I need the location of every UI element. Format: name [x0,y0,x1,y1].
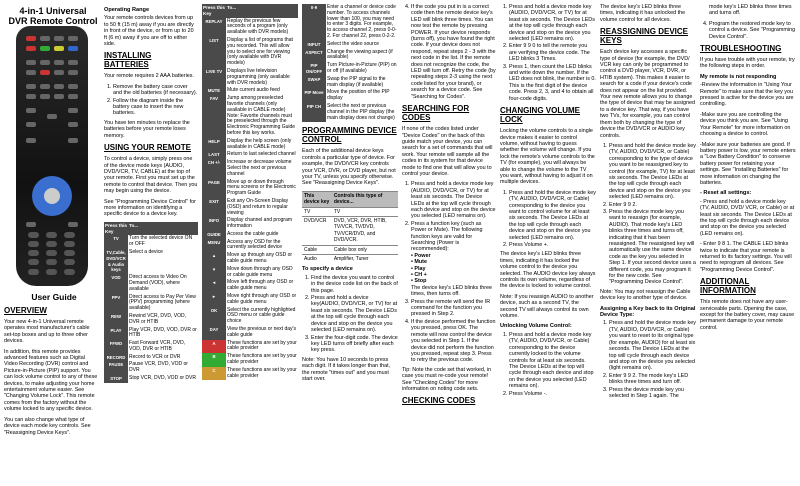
key-cell: ◄ [202,279,226,293]
search-key-list [411,253,496,285]
vol-button-illus [26,122,36,127]
action-cell: Access the cable guide [227,230,279,237]
key-cell: PPV [104,294,128,313]
search-step: 3. Press the remote will send the IR command for the function you pressed in Step 2. [411,299,496,318]
column-7 [600,4,696,402]
action-cell: These functions are set by your cable provider [227,339,297,352]
key-cell: C [202,367,226,381]
key-cell: EXIT [202,198,226,217]
device-col-header: This device key [302,191,332,207]
install-note: You have ten minutes to replace the batteries before your remote loses memory. [104,119,190,139]
table-row [202,95,298,138]
ch-button-illus [68,122,78,127]
column-8 [700,4,796,335]
key-cell: ▲ [202,252,226,266]
type-cell: Cable box only [332,245,398,254]
transport-button-illus [54,70,64,75]
table-row [202,151,298,159]
action-col-header: To... [226,4,298,18]
key-table [104,222,198,383]
install-intro: Your remote requires 2 AAA batteries. [104,73,194,80]
power-button-illus [26,36,36,41]
key-cell: SWAP [302,76,326,90]
key-cell: VOD [104,274,128,293]
action-cell: Display a list of programs that you recorded. This will allow you to select one for viewing (only available with DVR models) [227,36,293,67]
installing-batteries-heading: INSTALLING BATTERIES [104,51,152,70]
check-step: 2. Enter 9 9 0 to tell the remote you are verifying the device code. The LED blinks 3 Times. [509,43,596,62]
table-row [302,255,398,264]
troubleshooting-item: -Make sure your batteries are good. If battery power is low, your remote enters a "Low Battery Condition" to conserve battery power for retaining your settings. See "Installing Batteries" for more information on changing the batteries. [700,141,796,186]
table-row [104,235,198,249]
key-cell: INPUT [302,41,326,49]
unlock-tail: The device key's LED blinks three times, indicating it has unlocked the volume control for all devices. [600,4,686,23]
action-cell: These functions are set by your cable provider [227,366,297,379]
action-cell: Move up through any OSD or cable guide menu [227,252,293,265]
search-key-item: • Stop [411,278,427,285]
pip-button-illus [64,269,75,275]
install-steps [104,84,198,117]
tip-text: Tip: Note the code set that worked, in case you must re-code your remote! See "Checking Codes" for more information on noting code sets. [402,366,492,392]
digit-button-illus [28,250,39,256]
function-button-illus [40,94,50,99]
user-guide-label: User Guide [31,292,77,302]
search-blink-note: The device key's LED blinks three times, then turns off. [411,284,493,298]
type-cell: Amplifier, Tuner [332,255,398,264]
table-row [202,367,298,381]
action-cell: Turn Picture-in-Picture (PIP) on or off (if available) [327,62,397,74]
action-cell: Select a device [129,248,163,255]
operating-range-heading: Operating Range [104,7,150,13]
key-table [302,4,398,122]
volume-lock-step: 1. Press and hold the device mode key (TV, AUDIO, DVD/VCR, or Cable) corresponding to the device you want to control volume for at least six seconds. The Device LEDs at the top will cycle through each device and stop on the device you selected (LED remains on). [509,190,596,241]
function-button-illus [54,84,64,89]
overview-heading: OVERVIEW [4,306,47,315]
table-row [202,307,298,326]
action-cell: Swap the PIP signal to the main display (if available) [327,75,386,88]
reset-item: - Press and hold a device mode key (TV, AUDIO, DVD/ VCR, or Cable) or at least six seconds. The Device LEDs at the top will cycle through each device and stop on the device you selected (LED remains on). [700,198,795,237]
key-col-header: Press this Key [105,222,127,234]
table-row [202,179,298,198]
check-step: 3. Press 1, then count the LED blinks and write down the number. If the LED does not blink, the number is 0. This is the first digit of the device code. Press 2, 3, and 4 to obtain all four-code digits. [509,64,596,102]
menu-button-illus [68,138,78,143]
vol-button-illus [26,108,36,113]
table-row [104,274,198,293]
digit-button-illus [28,232,39,238]
action-cell: Pause VCR, DVD, VOD or DVR [129,361,188,374]
action-cell: Display the help screen (only available in CABLE mode) [227,137,292,150]
digit-button-illus [64,259,75,265]
action-cell: View the previous or next day's cable guide [227,326,296,338]
column-3 [202,4,298,380]
type-col-header: Controls this type of device... [332,191,398,207]
action-cell: Exit any On-Screen Display (OSD) and return to regular viewing [227,197,289,216]
device-cell: TV [302,207,332,216]
key-cell: REPLAY [202,18,226,37]
table-row [104,340,198,354]
digit-button-illus [64,250,75,256]
digit-button-illus [64,241,75,247]
green-button-illus [40,46,50,51]
remote-illustration [16,26,88,286]
troubleshooting-item: -Make sure you are controlling the device you think you are. See "Using Your Remote" for more information on choosing a device to control. [700,111,791,138]
key-table-header [104,222,198,236]
action-cell: Rewind VCR, DVD, VOD, DVR or HTIB [129,312,186,325]
action-cell: Move the position of the PIP display [327,89,390,102]
pip-button-illus [46,269,57,275]
unlock-step: 2. Press Volume -. [509,391,596,397]
key-cell: 0-9 [302,4,326,41]
specify-step: 4. If the code you put in is a correct code then the remote device key's LED will blink three times. You can now test the remote by pressing POWER. If your device responds (turns off), you have found the right code. If your device does not respond, repeat steps 2 - 3 with the next code in the list. If the remote does not recognize the code, the LED will turn off. Retry the code (by repeating steps 2-3 using the next code listed for your brand), or search for a device code. See "Searching for Codes". [411,4,496,100]
type-cell: TV [332,207,398,216]
table-row [302,207,398,216]
table-row [302,89,398,103]
table-row [202,138,298,152]
original-type-step: 1. Press and hold the device mode key (TV, AUDIO, DVD/VCR, or Cable) you want to reset to its original type (for example, AUDIO) for at least six seconds. The Device LEDs at the top will cycle through each device and stop on the device you selected (light remains on). [609,320,696,371]
transport-button-illus [54,60,64,65]
table-row [302,49,398,63]
key-table-header [202,4,298,18]
action-cell: Replay the previous few seconds of a program (only available with DVR models) [227,17,289,36]
action-cell: Select the next or previous channel in the PIP display (the main display does not change) [327,102,395,121]
search-step [411,221,496,298]
troubleshooting-text: If you have trouble with your remote, try the following steps in order. [700,57,795,70]
search-steps [402,181,496,363]
using-remote-heading: USING YOUR REMOTE [104,143,191,153]
function-button-illus [26,94,36,99]
transport-button-illus [26,60,36,65]
volume-lock-note: Note: If you reassign AUDIO to another device, such as a second TV, the second TV will always control its own volume. [500,293,594,320]
overview-paragraph: In addition, this remote provides advanced features such as Digital Video Recording (DVR) control and Picture-in-Picture (PIP) support. You can lock volume control to any of these devices, to make adjusting your home entertainment volume easier. See "Changing Volume Lock". This remote comes from the factory without the volume locked to any specific device. [4,348,98,413]
table-row [104,375,198,383]
action-cell: Increase or decrease volume Select the next or previous channel [227,159,292,177]
unlock-volume-heading: Unlocking Volume Control: [500,323,572,330]
device-button-illus [54,36,64,41]
troubleshooting-heading: TROUBLESHOOTING [700,44,782,54]
action-cell: Stop VCR, DVD, VOD or DVR [129,375,196,382]
reassign-note: Note: You may not reassign the Cable device key to another type of device. [600,288,691,302]
action-cell: Enter a channel or device code number. To access channels lower than 100, you may need to enter 3 digits. For example, to access channel 2, press 0-0-2. For channel 22, press 0-2-2. [327,4,397,39]
table-row [202,326,298,340]
install-step: 1. Remove the battery case cover and the old batteries (if necessary). [113,84,198,97]
key-table [202,4,298,380]
action-cell: Mute current audio feed [227,87,280,94]
table-row [302,4,398,41]
action-cell: These functions are set by your cable provider [227,353,297,366]
ch-button-illus [68,108,78,113]
guide-button-illus [26,138,36,143]
search-key-item: • Power [411,252,431,259]
action-cell: Change the viewing aspect (if available) [327,48,393,61]
key-cell: MENU [202,239,226,253]
key-cell: PIP ON/OFF [302,62,326,76]
reassign-step: 2. Enter 9 9 2. [609,202,696,208]
action-cell: Move down through any OSD or cable guide menu [227,265,293,278]
action-cell: Displays live television programming (only available with DVR models) [227,67,290,86]
device-button-illus [40,36,50,41]
searching-codes-heading: SEARCHING FOR CODES [402,104,470,123]
yellow-button-illus [54,46,64,51]
key-cell: PAGE [202,179,226,198]
column-2 [104,4,198,383]
additional-info-text: This remote does not have any user-serviceable parts. Opening the case, except for the battery cover, may cause permanent damage to your remote control. [700,299,795,331]
ok-button-illus [44,188,60,204]
table-row [302,76,398,90]
table-row [302,62,398,76]
search-step: 1. Press and hold a device mode key (AUDIO, DVD/VCR, or TV) for at least six seconds. The Device LEDs at the top will cycle through each device and stop on the device you selected (LED remains on). [411,181,496,219]
reset-item: - Enter 9 8 1. The CABLE LED blinks twice to indicate that your remote is returned to its factory settings. You will need to reprogram all devices. See "Programming Device Control". [700,241,792,273]
programming-heading: PROGRAMMING DEVICE CONTROL [302,126,397,145]
function-button-illus [40,84,50,89]
table-row [202,353,298,367]
unlock-step: 1. Press and hold a device mode key (TV, AUDIO, DVD/VCR, or Cable) corresponding to the device currently locked to the volume controls for at least six seconds. The Device LEDs at the top will cycle through each device and stop on the device you selected (LED remains on). [509,332,596,390]
unlock-steps [500,332,596,397]
table-row [202,18,298,37]
blue-button-illus [68,46,78,51]
overview-section [4,302,98,440]
action-cell: Move right through any OSD or cable guide menu [227,293,297,305]
original-type-tail: mode key's LED blinks three times and turns off. [709,4,792,17]
mute-button-illus [47,114,57,119]
using-remote-see: See "Programming Device Control" for more information on identifying a specific device to a device key. [104,198,196,218]
search-key-item: • Play [411,265,426,272]
table-row [202,340,298,354]
device-cell: Cable [302,245,332,254]
check-step: 1. Press and hold a device mode key (AUDIO, DVD/VCR, or TV) for at least six seconds. The Device LEDs at the top will cycle through each device and stop on the device you selected (LED remains on). [509,4,596,42]
transport-button-illus [68,60,78,65]
column-6 [500,4,596,400]
digit-button-illus [46,232,57,238]
overview-paragraph: Your new 4-in-1 Universal remote operates most manufacturer's cable set-top boxes and up to three other devices. [4,319,90,345]
device-table [302,191,398,264]
device-cell: Audio [302,255,332,264]
key-cell: PIP Move [302,89,326,103]
transport-button-illus [68,70,78,75]
pip-button-illus [28,269,39,275]
key-cell: MUTE [202,87,226,95]
action-cell: Fast Forward VCR, DVD, VOD, DVR or HTIB [129,340,186,352]
table-row [202,159,298,178]
table-row [104,249,198,274]
column-5 [402,4,496,409]
additional-info-heading: ADDITIONAL INFORMATION [700,277,756,296]
action-cell: Direct access to Pay Per View (PPV) programming (where available) [129,293,196,312]
key-cell: TV [104,235,128,249]
volume-lock-step: 2. Press Volume +. [509,242,596,248]
specify-step: 1. Find the device you want to control in the device code list on the back of this page. [311,275,398,294]
operating-range-text: Your remote controls devices from up to 50 ft (15 m) away if you are directly in front of the device, or from up to 20 ft (6 m) away if you are off to either side. [104,15,194,48]
record-button-illus [40,70,50,75]
key-cell: REW [104,313,128,327]
red-button-illus [26,46,36,51]
specify-device-heading: To specify a device [302,266,353,273]
volume-lock-text: Locking the volume controls to a single device makes it easier to control volume, without having to guess whether the volume will change. If you lock the remote's volume controls to the TV (for example), you will always be able to change the volume to the TV you want, without having to adjust it on multiple devices. [500,128,595,186]
table-row [202,239,298,253]
transport-button-illus [40,60,50,65]
table-row [202,37,298,68]
key-cell: PAUSE [104,361,128,375]
checking-codes-heading: CHECKING CODES [402,396,476,406]
table-row [202,266,298,280]
key-cell: FAV [202,95,226,138]
table-row [104,354,198,362]
key-cell: FFWD [104,340,128,354]
reassign-heading: REASSIGNING DEVICE KEYS [600,27,689,46]
key-cell: GUIDE [202,231,226,239]
table-row [202,231,298,239]
specify-step: 3. Enter the four-digit code. The device key LED turns off briefly after each key press. [311,335,398,354]
type-cell: DVD, VCR, DVR, HTIB, TV/VCR, TV/DVD, TV/VCR/DVD, and DVD/VCR. [332,217,398,246]
reassign-step: 3. Press the device mode key you want to reassign (for example, AUDIO). That mode key's LED blinks three times and turns off, indicating that it has been reassigned. The reassigned key will automatically use the same device code as the key you selected in Step 1. If your second device uses a different code, you may program it for the new code. See "Programming Device Control". [609,209,696,286]
digit-button-illus [28,259,39,265]
original-type-steps-continued [700,21,796,40]
table-row [302,217,398,246]
volume-lock-heading: CHANGING VOLUME LOCK [500,106,580,125]
action-cell: Display channel and program information [227,217,293,230]
original-type-step: 2. Enter 9 9 2. The mode key's LED blinks three times and turn off. [609,373,696,386]
device-button-illus [68,36,78,41]
volume-lock-steps [500,190,596,249]
key-cell: DAY [202,326,226,340]
table-row [104,327,198,341]
table-row [302,103,398,122]
action-cell: Move left through any OSD or cable guide menu [227,279,294,292]
transport-button-illus [26,70,36,75]
action-cell: Jump among preselected favorite channels (only available in CABLE mode) Note: Favorite channels must be preselected through the Electronic Programming Guide before this key works. [227,95,296,136]
action-cell: Turn the selected device ON or OFF [129,235,193,248]
install-step: 2. Follow the diagram inside the battery case to insert the new batteries. [113,98,198,117]
specify-step: 2. Press and hold a device key(AUDIO, DVD/VCR, or TV) for at least six seconds. The Device LEDs at the top will cycle through each device and stop on the device you selected (LED remains on). [311,295,398,333]
key-cell: STOP [104,375,128,383]
using-remote-text: To control a device, simply press one of the device mode keys (AUDIO, DVD/VCR, TV, CABLE) at the top of your remote. First you must set up the remote to control that device. Then you may begin using the device. [104,156,198,195]
key-cell: PLAY [104,327,128,341]
search-step-text: Press a function key (such as Power or Mute). The following function keys are valid for Searching (Power is recommended): [411,220,483,253]
check-steps [500,4,596,102]
info-button-illus [68,222,78,227]
table-row [202,68,298,87]
table-row [104,313,198,327]
reset-heading: - Reset all settings: [700,190,752,197]
overview-paragraph: You can also change what type of device each mode key controls. See "Reassigning Device Keys". [4,416,91,436]
reassign-text: Each device key accesses a specific type of device (for example, the DVD/ VCR key can only be programmed to control a DVD player, VCR, DVR, or HTIB system). This makes it easier to search for a code if your device's code does not appear on the list provided. Your new remote allows you to change the type of device that may be assigned to a device key. That way, if you have two TVs, for example, you can control them both by changing the type of device the DVD/VCR or AUDIO key controls. [600,49,695,139]
action-cell: Play VCR, DVD, VOD, DVR or HTIB [129,326,197,339]
digit-button-illus [46,241,57,247]
specify-note: Note: You have 10 seconds to press each digit. If it takes longer than that, the remote "times out" and you must start over. [302,356,391,382]
programming-text: Each of the additional device keys controls a particular type of device. For example, the DVD/VCR key controls your VCR, DVR, or DVD player, but not your TV, unless you specify otherwise. See "Reassigning Device Keys". [302,148,396,187]
key-cell: ► [202,293,226,307]
action-cell: Select the video source [327,40,379,47]
cover-title-line1: 4-in-1 Universal [19,6,87,16]
reassign-step: 1. Press and hold the device mode key (TV, AUDIO, DVD/VCR, or Cable) corresponding to the type of device you want to be reassigned key to control (for example, TV) for at least six seconds. The Device LEDs at the top will cycle through each device and stop on the device you selected (LED remains on). [609,143,696,201]
cover-title-line2: DVR Remote Control [8,16,98,26]
key-cell: PIP CH [302,103,326,122]
function-button-illus [68,84,78,89]
function-button-illus [26,84,36,89]
table-row [202,293,298,307]
search-key-item: • Mute [411,259,427,266]
digit-button-illus [28,241,39,247]
key-cell: CH +/- [202,159,226,178]
key-cell: A [202,340,226,354]
table-row [202,198,298,217]
specify-steps-continued [402,4,496,100]
search-key-item: • CH + [411,272,427,279]
original-type-heading: Assigning a Key back to its Original Device Type: [600,305,696,319]
key-cell: LAST [202,151,226,159]
original-type-step: 3. Press the device mode key you selected in Step 1 again. The [609,387,696,400]
table-row [202,217,298,231]
action-cell: Access any OSD for the currently selected device [227,238,283,251]
function-button-illus [54,94,64,99]
table-row [302,245,398,254]
key-cell: TV,Cable, DVD/VCR & Audio keys [104,249,128,274]
action-cell: Record to VCR or DVR [129,353,181,360]
cover-column [4,0,102,26]
key-cell: RECORD [104,354,128,362]
specify-steps [302,275,398,354]
action-cell: Select the currently highlighted OSD menu or cable guide choice [227,306,296,325]
key-cell: INFO [202,217,226,231]
table-row [302,41,398,49]
digit-button-illus [46,259,57,265]
key-col-header: Press this Key [203,5,225,16]
action-cell: Direct access to Video On Demand (VOD), where available [129,274,187,292]
table-row [104,361,198,375]
digit-button-illus [64,232,75,238]
original-type-step: 4. Program the restored mode key to control a device. See "Programming Device Control". [709,21,796,40]
troubleshooting-item: -Review the information in "Using Your Remote" to make sure that the key you pressed is active for the device you are controlling. [700,82,794,108]
exit-button-illus [26,222,36,227]
searching-codes-text: If none of the codes listed under "Device Codes" on the back of this guide match your device, you can search for a set of commands that will work. Your remote will sample all the codes in its system for that device mode to find one that will allow you to control your device. [402,126,493,177]
key-cell: LIST [202,37,226,68]
original-type-steps [600,320,696,399]
key-cell: OK [202,307,226,326]
key-cell: ASPECT [302,49,326,63]
table-row [202,252,298,266]
not-responding-heading: My remote is not responding [700,73,777,80]
reassign-steps [600,143,696,286]
action-cell: Return to last selected channel [227,151,296,158]
key-cell: ▼ [202,266,226,280]
key-cell: LIVE TV [202,68,226,87]
key-cell: B [202,353,226,367]
table-row [104,294,198,313]
table-row [202,279,298,293]
action-col-header: To... [128,222,198,236]
function-button-illus [68,94,78,99]
table-row [202,87,298,95]
search-step: 4. If the device performed the function you pressed, press OK. The remote will now control the device you selected in Step 1. If the device did not perform the function you pressed, repeat step 3. Press to retry the previous code. [411,319,496,364]
column-4 [302,4,398,386]
device-table-header [302,191,398,207]
action-cell: Move up or down through menu screens or the Electronic Program Guide [227,178,296,197]
digit-button-illus [46,250,57,256]
volume-lock-blink: The device key's LED blinks three times, indicating it has locked the volume control to the device you selected. The AUDIO device key always controls its own volume, regardless of the device is locked to volume control. [500,251,596,290]
device-cell: DVD/VCR [302,217,332,246]
key-cell: HELP [202,138,226,152]
